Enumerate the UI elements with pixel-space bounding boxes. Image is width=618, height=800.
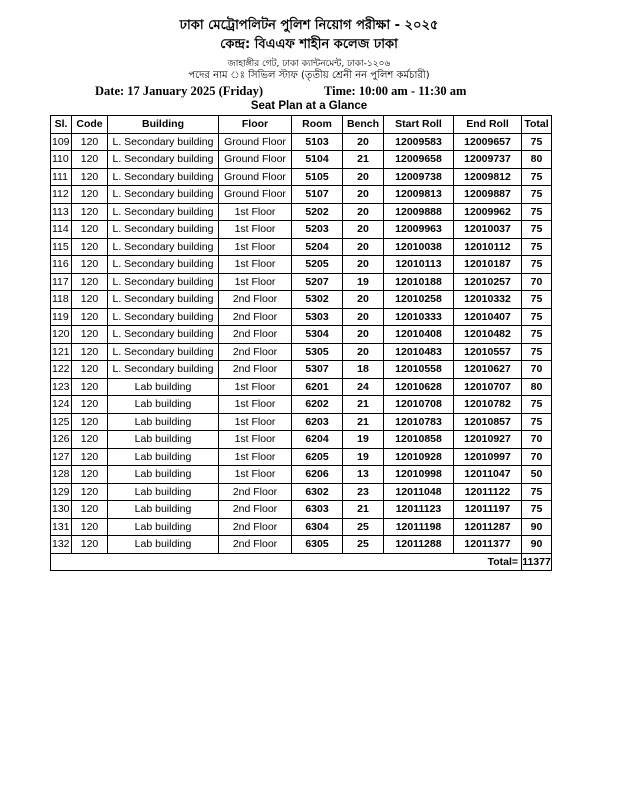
start-roll-cell: 12009963 [384, 221, 454, 239]
room-cell: 5104 [292, 151, 343, 169]
code-cell: 120 [72, 536, 108, 554]
building-cell: L. Secondary building [108, 291, 219, 309]
building-cell: L. Secondary building [108, 221, 219, 239]
serial-cell: 112 [51, 186, 72, 204]
bench-cell: 21 [343, 501, 384, 519]
serial-cell: 110 [51, 151, 72, 169]
total-cell: 75 [522, 501, 552, 519]
start-roll-cell: 12009813 [384, 186, 454, 204]
code-cell: 120 [72, 431, 108, 449]
end-roll-cell: 12010037 [454, 221, 522, 239]
room-cell: 5202 [292, 203, 343, 221]
table-row [51, 308, 552, 326]
bench-cell: 21 [343, 151, 384, 169]
bench-cell: 25 [343, 518, 384, 536]
floor-cell: 1st Floor [219, 221, 292, 239]
room-cell: 5107 [292, 186, 343, 204]
floor-cell: 1st Floor [219, 273, 292, 291]
building-cell: Lab building [108, 466, 219, 484]
total-cell: 75 [522, 343, 552, 361]
code-cell: 120 [72, 448, 108, 466]
total-cell: 75 [522, 203, 552, 221]
code-cell: 120 [72, 466, 108, 484]
total-cell: 75 [522, 308, 552, 326]
start-roll-cell: 12010113 [384, 256, 454, 274]
floor-cell: 2nd Floor [219, 343, 292, 361]
floor-cell: 1st Floor [219, 413, 292, 431]
total-cell: 75 [522, 413, 552, 431]
table-row [51, 256, 552, 274]
total-cell: 70 [522, 448, 552, 466]
code-cell: 120 [72, 413, 108, 431]
table-row [51, 343, 552, 361]
room-cell: 6203 [292, 413, 343, 431]
end-roll-cell: 12010927 [454, 431, 522, 449]
total-row [51, 553, 552, 571]
building-cell: L. Secondary building [108, 151, 219, 169]
building-cell: L. Secondary building [108, 256, 219, 274]
room-cell: 5103 [292, 133, 343, 151]
bench-cell: 20 [343, 238, 384, 256]
bench-cell: 20 [343, 168, 384, 186]
table-row [51, 413, 552, 431]
start-roll-cell: 12009658 [384, 151, 454, 169]
floor-cell: 2nd Floor [219, 501, 292, 519]
code-cell: 120 [72, 221, 108, 239]
serial-cell: 109 [51, 133, 72, 151]
table-row [51, 221, 552, 239]
exam-date: Date: 17 January 2025 (Friday) [95, 84, 264, 98]
end-roll-cell: 12010257 [454, 273, 522, 291]
room-cell: 6305 [292, 536, 343, 554]
floor-cell: 2nd Floor [219, 308, 292, 326]
building-cell: L. Secondary building [108, 238, 219, 256]
table-row [51, 361, 552, 379]
column-header: Sl. [51, 116, 72, 134]
end-roll-cell: 12011122 [454, 483, 522, 501]
table-row [51, 483, 552, 501]
start-roll-cell: 12010038 [384, 238, 454, 256]
bench-cell: 25 [343, 536, 384, 554]
code-cell: 120 [72, 343, 108, 361]
table-row [51, 186, 552, 204]
total-cell: 75 [522, 291, 552, 309]
floor-cell: Ground Floor [219, 151, 292, 169]
table-row [51, 133, 552, 151]
room-cell: 6304 [292, 518, 343, 536]
total-cell: 75 [522, 221, 552, 239]
code-cell: 120 [72, 378, 108, 396]
end-roll-cell: 12009657 [454, 133, 522, 151]
total-cell: 75 [522, 256, 552, 274]
serial-cell: 129 [51, 483, 72, 501]
room-cell: 5305 [292, 343, 343, 361]
end-roll-cell: 12010407 [454, 308, 522, 326]
table-row [51, 326, 552, 344]
end-roll-cell: 12011287 [454, 518, 522, 536]
start-roll-cell: 12010188 [384, 273, 454, 291]
table-row [51, 238, 552, 256]
column-header: Start Roll [384, 116, 454, 134]
room-cell: 5304 [292, 326, 343, 344]
room-cell: 6206 [292, 466, 343, 484]
start-roll-cell: 12010333 [384, 308, 454, 326]
table-header-row [51, 116, 552, 134]
total-cell: 75 [522, 396, 552, 414]
table-row [51, 273, 552, 291]
end-roll-cell: 12010187 [454, 256, 522, 274]
post-name: পদের নাম ঃ সিভিল স্টাফ (তৃতীয় শ্রেনী নন পুলিশ কর্মচারী) [188, 70, 430, 81]
total-label: Total= [51, 553, 522, 571]
total-cell: 80 [522, 378, 552, 396]
bench-cell: 24 [343, 378, 384, 396]
bench-cell: 20 [343, 326, 384, 344]
floor-cell: 2nd Floor [219, 291, 292, 309]
code-cell: 120 [72, 133, 108, 151]
start-roll-cell: 12009888 [384, 203, 454, 221]
code-cell: 120 [72, 256, 108, 274]
total-cell: 75 [522, 326, 552, 344]
code-cell: 120 [72, 186, 108, 204]
total-cell: 75 [522, 238, 552, 256]
floor-cell: Ground Floor [219, 133, 292, 151]
serial-cell: 125 [51, 413, 72, 431]
bench-cell: 19 [343, 448, 384, 466]
room-cell: 6201 [292, 378, 343, 396]
total-cell: 70 [522, 273, 552, 291]
start-roll-cell: 12011123 [384, 501, 454, 519]
code-cell: 120 [72, 308, 108, 326]
building-cell: L. Secondary building [108, 361, 219, 379]
column-header: Bench [343, 116, 384, 134]
serial-cell: 128 [51, 466, 72, 484]
bench-cell: 20 [343, 203, 384, 221]
start-roll-cell: 12009738 [384, 168, 454, 186]
start-roll-cell: 12010483 [384, 343, 454, 361]
floor-cell: Ground Floor [219, 168, 292, 186]
end-roll-cell: 12009887 [454, 186, 522, 204]
building-cell: L. Secondary building [108, 186, 219, 204]
building-cell: Lab building [108, 431, 219, 449]
exam-title: ঢাকা মেট্রোপলিটন পুলিশ নিয়োগ পরীক্ষা - ২০২৫ [179, 18, 439, 33]
code-cell: 120 [72, 396, 108, 414]
center-address: জাহাঙ্গীর গেট, ঢাকা ক্যান্টনমেন্ট, ঢাকা-১২০৬ [227, 59, 391, 69]
start-roll-cell: 12010783 [384, 413, 454, 431]
end-roll-cell: 12010782 [454, 396, 522, 414]
bench-cell: 21 [343, 413, 384, 431]
table-row [51, 291, 552, 309]
code-cell: 120 [72, 501, 108, 519]
end-roll-cell: 12010997 [454, 448, 522, 466]
code-cell: 120 [72, 361, 108, 379]
room-cell: 5303 [292, 308, 343, 326]
serial-cell: 113 [51, 203, 72, 221]
building-cell: L. Secondary building [108, 133, 219, 151]
room-cell: 5302 [292, 291, 343, 309]
serial-cell: 127 [51, 448, 72, 466]
floor-cell: 2nd Floor [219, 518, 292, 536]
end-roll-cell: 12010557 [454, 343, 522, 361]
end-roll-cell: 12010857 [454, 413, 522, 431]
bench-cell: 21 [343, 396, 384, 414]
total-cell: 75 [522, 133, 552, 151]
start-roll-cell: 12010928 [384, 448, 454, 466]
table-row [51, 396, 552, 414]
table-row [51, 518, 552, 536]
building-cell: L. Secondary building [108, 326, 219, 344]
end-roll-cell: 12010112 [454, 238, 522, 256]
floor-cell: 2nd Floor [219, 536, 292, 554]
serial-cell: 117 [51, 273, 72, 291]
room-cell: 5105 [292, 168, 343, 186]
end-roll-cell: 12010332 [454, 291, 522, 309]
column-header: Room [292, 116, 343, 134]
code-cell: 120 [72, 151, 108, 169]
bench-cell: 20 [343, 133, 384, 151]
building-cell: Lab building [108, 448, 219, 466]
building-cell: Lab building [108, 396, 219, 414]
code-cell: 120 [72, 168, 108, 186]
column-header: Floor [219, 116, 292, 134]
start-roll-cell: 12010258 [384, 291, 454, 309]
serial-cell: 115 [51, 238, 72, 256]
bench-cell: 18 [343, 361, 384, 379]
total-cell: 50 [522, 466, 552, 484]
bench-cell: 20 [343, 221, 384, 239]
total-cell: 90 [522, 518, 552, 536]
start-roll-cell: 12011048 [384, 483, 454, 501]
floor-cell: 1st Floor [219, 396, 292, 414]
building-cell: Lab building [108, 536, 219, 554]
end-roll-cell: 12011197 [454, 501, 522, 519]
start-roll-cell: 12011288 [384, 536, 454, 554]
start-roll-cell: 12010708 [384, 396, 454, 414]
building-cell: L. Secondary building [108, 168, 219, 186]
table-row [51, 466, 552, 484]
column-header: End Roll [454, 116, 522, 134]
column-header: Code [72, 116, 108, 134]
serial-cell: 131 [51, 518, 72, 536]
code-cell: 120 [72, 203, 108, 221]
floor-cell: 1st Floor [219, 238, 292, 256]
total-cell: 75 [522, 168, 552, 186]
room-cell: 5207 [292, 273, 343, 291]
column-header: Building [108, 116, 219, 134]
column-header: Total [522, 116, 552, 134]
bench-cell: 13 [343, 466, 384, 484]
building-cell: Lab building [108, 518, 219, 536]
floor-cell: 1st Floor [219, 466, 292, 484]
building-cell: Lab building [108, 501, 219, 519]
page-subtitle: Seat Plan at a Glance [250, 100, 368, 112]
room-cell: 5203 [292, 221, 343, 239]
serial-cell: 132 [51, 536, 72, 554]
floor-cell: 2nd Floor [219, 483, 292, 501]
bench-cell: 19 [343, 273, 384, 291]
bench-cell: 20 [343, 343, 384, 361]
serial-cell: 119 [51, 308, 72, 326]
total-cell: 70 [522, 361, 552, 379]
total-cell: 75 [522, 483, 552, 501]
serial-cell: 114 [51, 221, 72, 239]
serial-cell: 130 [51, 501, 72, 519]
end-roll-cell: 12011377 [454, 536, 522, 554]
code-cell: 120 [72, 326, 108, 344]
exam-time: Time: 10:00 am - 11:30 am [324, 84, 467, 98]
serial-cell: 122 [51, 361, 72, 379]
code-cell: 120 [72, 273, 108, 291]
table-row [51, 378, 552, 396]
room-cell: 6303 [292, 501, 343, 519]
room-cell: 6204 [292, 431, 343, 449]
start-roll-cell: 12010408 [384, 326, 454, 344]
building-cell: Lab building [108, 483, 219, 501]
code-cell: 120 [72, 483, 108, 501]
serial-cell: 124 [51, 396, 72, 414]
start-roll-cell: 12010998 [384, 466, 454, 484]
table-row [51, 448, 552, 466]
bench-cell: 20 [343, 291, 384, 309]
total-cell: 80 [522, 151, 552, 169]
floor-cell: 2nd Floor [219, 361, 292, 379]
bench-cell: 20 [343, 308, 384, 326]
serial-cell: 123 [51, 378, 72, 396]
room-cell: 6302 [292, 483, 343, 501]
table-row [51, 431, 552, 449]
serial-cell: 111 [51, 168, 72, 186]
serial-cell: 118 [51, 291, 72, 309]
serial-cell: 116 [51, 256, 72, 274]
building-cell: L. Secondary building [108, 273, 219, 291]
end-roll-cell: 12010482 [454, 326, 522, 344]
code-cell: 120 [72, 291, 108, 309]
table-row [51, 536, 552, 554]
room-cell: 5204 [292, 238, 343, 256]
table-row [51, 168, 552, 186]
end-roll-cell: 12010627 [454, 361, 522, 379]
center-name: কেন্দ্র: বিএএফ শাহীন কলেজ ঢাকা [220, 37, 398, 52]
table-row [51, 501, 552, 519]
floor-cell: 1st Floor [219, 378, 292, 396]
room-cell: 6202 [292, 396, 343, 414]
serial-cell: 126 [51, 431, 72, 449]
end-roll-cell: 12009737 [454, 151, 522, 169]
bench-cell: 20 [343, 256, 384, 274]
building-cell: Lab building [108, 413, 219, 431]
table-row [51, 203, 552, 221]
bench-cell: 20 [343, 186, 384, 204]
floor-cell: 1st Floor [219, 431, 292, 449]
end-roll-cell: 12010707 [454, 378, 522, 396]
total-cell: 90 [522, 536, 552, 554]
floor-cell: 1st Floor [219, 256, 292, 274]
room-cell: 5307 [292, 361, 343, 379]
code-cell: 120 [72, 238, 108, 256]
end-roll-cell: 12009962 [454, 203, 522, 221]
bench-cell: 23 [343, 483, 384, 501]
serial-cell: 121 [51, 343, 72, 361]
grand-total: 11377 [522, 553, 552, 571]
code-cell: 120 [72, 518, 108, 536]
room-cell: 5205 [292, 256, 343, 274]
floor-cell: 1st Floor [219, 203, 292, 221]
room-cell: 6205 [292, 448, 343, 466]
bench-cell: 19 [343, 431, 384, 449]
total-cell: 70 [522, 431, 552, 449]
start-roll-cell: 12010628 [384, 378, 454, 396]
end-roll-cell: 12011047 [454, 466, 522, 484]
floor-cell: Ground Floor [219, 186, 292, 204]
building-cell: L. Secondary building [108, 308, 219, 326]
start-roll-cell: 12011198 [384, 518, 454, 536]
floor-cell: 2nd Floor [219, 326, 292, 344]
total-cell: 75 [522, 186, 552, 204]
start-roll-cell: 12010558 [384, 361, 454, 379]
start-roll-cell: 12009583 [384, 133, 454, 151]
serial-cell: 120 [51, 326, 72, 344]
building-cell: L. Secondary building [108, 343, 219, 361]
start-roll-cell: 12010858 [384, 431, 454, 449]
floor-cell: 1st Floor [219, 448, 292, 466]
table-row [51, 151, 552, 169]
end-roll-cell: 12009812 [454, 168, 522, 186]
building-cell: L. Secondary building [108, 203, 219, 221]
building-cell: Lab building [108, 378, 219, 396]
seat-plan-table [50, 115, 552, 571]
